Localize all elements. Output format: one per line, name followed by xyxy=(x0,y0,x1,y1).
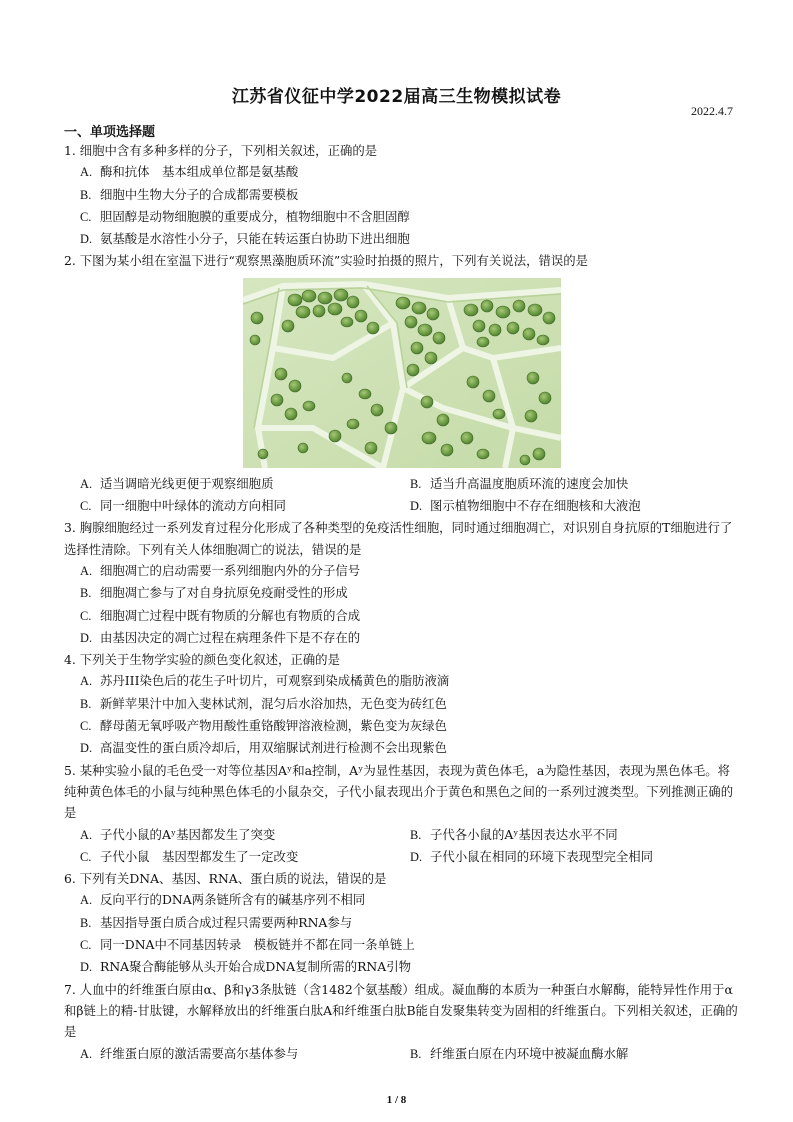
question-stem: 5. 某种实验小鼠的毛色受一对等位基因Aʸ和a控制，Aʸ为显性基因，表现为黄色体毛，a为隐性基因，表现为黑色体毛。将纯种黄色体毛的小鼠与纯种黑色体毛的小鼠杂交，子代小鼠表现出介于黄色和黑色之间的一系列过渡类型。下列推测正确的是 xyxy=(64,762,734,821)
option-b: B. 纤维蛋白原在内环境中被凝血酶水解 xyxy=(410,1045,629,1061)
option-c: C. 细胞凋亡过程中既有物质的分解也有物质的合成 xyxy=(80,607,361,623)
question-4 xyxy=(64,649,740,759)
option-d: D. RNA聚合酶能够从头开始合成DNA复制所需的RNA引物 xyxy=(80,959,411,975)
question-stem: 6. 下列有关DNA、基因、RNA、蛋白质的说法，错误的是 xyxy=(64,871,387,887)
option-d: D. 由基因决定的凋亡过程在病理条件下是不存在的 xyxy=(80,629,361,645)
option-c: C. 子代小鼠 基因型都发生了一定改变 xyxy=(80,848,299,864)
micrograph-figure xyxy=(64,275,740,471)
option-a: A. 酶和抗体 基本组成单位都是氨基酸 xyxy=(80,164,299,180)
question-list xyxy=(64,140,740,1065)
question-6 xyxy=(64,868,740,978)
option-a: A. 子代小鼠的Aʸ基因都发生了突变 xyxy=(80,826,276,842)
question-1 xyxy=(64,140,740,250)
option-a: A. 苏丹III染色后的花生子叶切片，可观察到染成橘黄色的脂肪液滴 xyxy=(80,673,450,689)
option-c: C. 胆固醇是动物细胞膜的重要成分，植物细胞中不含胆固醇 xyxy=(80,208,410,224)
exam-date: 2022.4.7 xyxy=(691,104,733,118)
option-b: B. 基因指导蛋白质合成过程只需要两种RNA参与 xyxy=(80,914,353,930)
option-d: D. 氨基酸是水溶性小分子，只能在转运蛋白协助下进出细胞 xyxy=(80,231,410,247)
question-2 xyxy=(64,250,740,517)
elodea-cell-micrograph xyxy=(243,278,561,468)
option-c: C. 酵母菌无氧呼吸产物用酸性重铬酸钾溶液检测，紫色变为灰绿色 xyxy=(80,718,447,734)
question-stem: 4. 下列关于生物学实验的颜色变化叙述，正确的是 xyxy=(64,652,340,668)
option-b: B. 新鲜苹果汁中加入斐林试剂，混匀后水浴加热，无色变为砖红色 xyxy=(80,695,447,711)
exam-title: 江苏省仪征中学2022届高三生物模拟试卷 xyxy=(231,87,562,107)
section-heading: 一、单项选择题 xyxy=(64,125,156,140)
option-a: A. 反向平行的DNA两条链所含有的碱基序列不相同 xyxy=(80,892,366,908)
option-b: B. 适当升高温度胞质环流的速度会加快 xyxy=(410,475,629,491)
option-d: D. 子代小鼠在相同的环境下表现型完全相同 xyxy=(410,848,654,864)
question-stem: 2. 下图为某小组在室温下进行“观察黑藻胞质环流”实验时拍摄的照片，下列有关说法，错误的是 xyxy=(64,253,589,269)
option-b: B. 细胞中生物大分子的合成都需要模板 xyxy=(80,186,299,202)
option-b: B. 细胞凋亡参与了对自身抗原免疫耐受性的形成 xyxy=(80,585,348,601)
page-number: 1 / 8 xyxy=(386,1094,407,1106)
option-a: A. 适当调暗光线更便于观察细胞质 xyxy=(80,475,274,491)
question-stem: 7. 人血中的纤维蛋白原由α、β和γ3条肽链（含1482个氨基酸）组成。凝血酶的本质为一种蛋白水解酶，能特异性作用于α和β链上的精-甘肽键，水解释放出的纤维蛋白肽A和纤维蛋白肽B能自发聚集转变为固相的纤维蛋白。下列相关叙述，正确的是 xyxy=(64,981,738,1040)
option-c: C. 同一DNA中不同基因转录 模板链并不都在同一条单链上 xyxy=(80,937,415,953)
question-7 xyxy=(64,979,740,1065)
question-stem: 3. 胸腺细胞经过一系列发育过程分化形成了各种类型的免疫活性细胞，同时通过细胞凋亡，对识别自身抗原的T细胞进行了选择性清除。下列有关人体细胞凋亡的说法，错误的是 xyxy=(64,520,733,557)
question-stem: 1. 细胞中含有多种多样的分子，下列相关叙述，正确的是 xyxy=(64,143,378,158)
option-d: D. 图示植物细胞中不存在细胞核和大液泡 xyxy=(410,498,641,514)
question-3 xyxy=(64,517,740,649)
option-a: A. 纤维蛋白原的激活需要高尔基体参与 xyxy=(80,1045,299,1061)
option-b: B. 子代各小鼠的Aʸ基因表达水平不同 xyxy=(410,826,618,842)
option-d: D. 高温变性的蛋白质冷却后，用双缩脲试剂进行检测不会出现紫色 xyxy=(80,740,447,756)
option-a: A. 细胞凋亡的启动需要一系列细胞内外的分子信号 xyxy=(80,562,361,578)
option-c: C. 同一细胞中叶绿体的流动方向相同 xyxy=(80,498,286,514)
question-5 xyxy=(64,760,740,868)
